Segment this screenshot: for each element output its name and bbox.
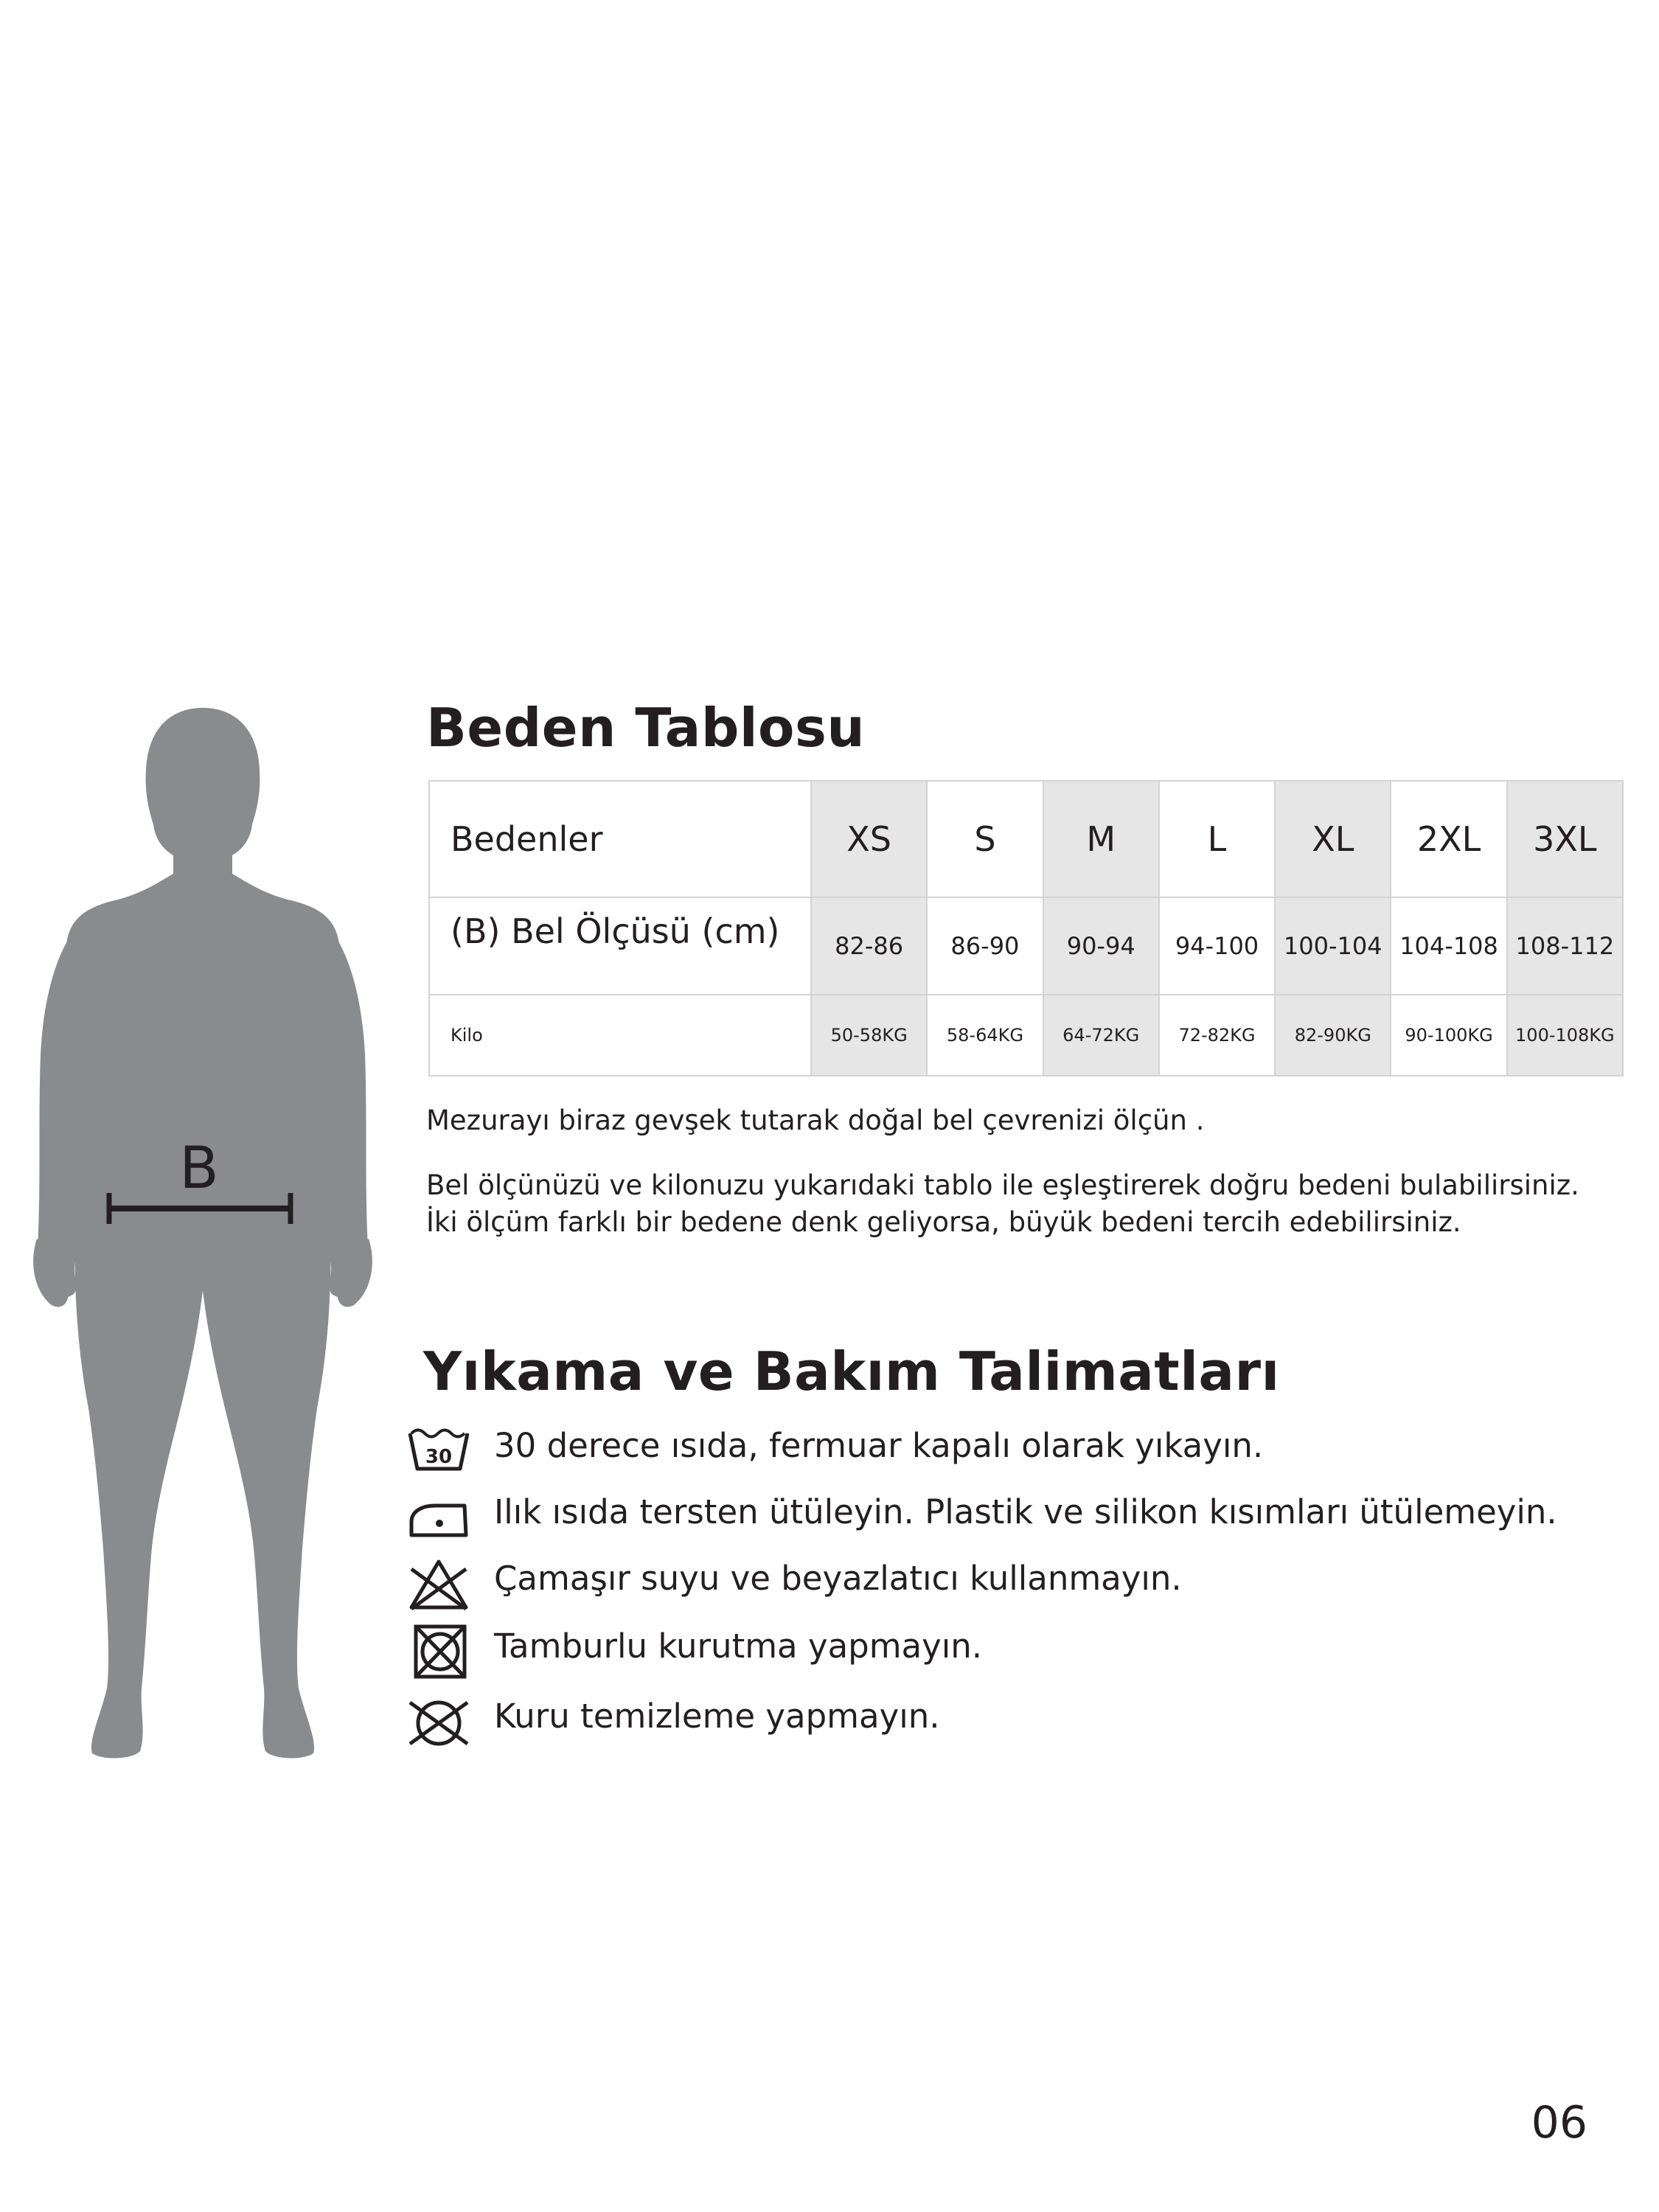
waist-cell: 104-108 (1391, 897, 1506, 995)
size-header-cell: 2XL (1391, 781, 1506, 897)
measure-instruction: Mezurayı biraz gevşek tutarak doğal bel çevrenizi ölçün . (426, 1105, 1205, 1136)
size-preference-note: İki ölçüm farklı bir bedene denk geliyorsa, büyük bedeni tercih edebilirsiniz. (426, 1206, 1461, 1238)
waist-measure-label: B (179, 1135, 219, 1202)
waist-cell: 100-104 (1275, 897, 1391, 995)
size-header-cell: M (1043, 781, 1159, 897)
care-text: 30 derece ısıda, fermuar kapalı olarak yıkayın. (494, 1426, 1264, 1465)
wash-30-icon (406, 1423, 472, 1482)
size-header-row (429, 781, 1623, 897)
size-header-cell: L (1159, 781, 1275, 897)
size-header-cell: XL (1275, 781, 1391, 897)
no-dry-clean-icon (406, 1694, 472, 1753)
waist-row-label: (B) Bel Ölçüsü (cm) (429, 897, 811, 995)
care-text: Tamburlu kurutma yapmayın. (494, 1627, 983, 1666)
body-shape (33, 708, 372, 1758)
body-silhouette (29, 700, 376, 1762)
weight-cell: 64-72KG (1043, 995, 1159, 1076)
waist-cell: 108-112 (1507, 897, 1623, 995)
wash-temperature: 30 (425, 1446, 453, 1468)
weight-cell: 58-64KG (927, 995, 1043, 1076)
size-matching-note: Bel ölçünüzü ve kilonuzu yukarıdaki tablo ile eşleştirerek doğru bedeni bulabilirsiniz. (426, 1169, 1579, 1201)
care-item-tumble (406, 1624, 1585, 1683)
waist-cell: 82-86 (811, 897, 927, 995)
size-header-cell: 3XL (1507, 781, 1623, 897)
weight-cell: 50-58KG (811, 995, 927, 1076)
waist-row (429, 897, 1623, 995)
weight-row (429, 995, 1623, 1076)
care-item-wash (406, 1423, 1585, 1482)
weight-cell: 82-90KG (1275, 995, 1391, 1076)
size-table (428, 780, 1624, 1077)
size-header-label: Bedenler (429, 781, 811, 897)
size-header-cell: XS (811, 781, 927, 897)
weight-cell: 100-108KG (1507, 995, 1623, 1076)
size-header-cell: S (927, 781, 1043, 897)
weight-row-label: Kilo (429, 995, 811, 1076)
page-number: 06 (1531, 2097, 1587, 2149)
care-text: Ilık ısıda tersten ütüleyin. Plastik ve silikon kısımları ütülemeyin. (494, 1492, 1557, 1531)
weight-cell: 72-82KG (1159, 995, 1275, 1076)
no-tumble-dry-icon (406, 1624, 472, 1683)
size-chart-title: Beden Tablosu (426, 697, 866, 759)
waist-cell: 94-100 (1159, 897, 1275, 995)
care-text: Çamaşır suyu ve beyazlatıcı kullanmayın. (494, 1559, 1182, 1598)
no-bleach-icon (406, 1556, 472, 1615)
care-item-bleach (406, 1556, 1585, 1615)
care-title: Yıkama ve Bakım Talimatları (423, 1340, 1280, 1402)
care-item-iron (406, 1489, 1585, 1548)
weight-cell: 90-100KG (1391, 995, 1506, 1076)
waist-cell: 90-94 (1043, 897, 1159, 995)
care-item-dryclean (406, 1694, 1585, 1753)
iron-low-icon (406, 1489, 472, 1548)
body-silhouette-svg (29, 700, 376, 1762)
care-text: Kuru temizleme yapmayın. (494, 1697, 940, 1736)
waist-cell: 86-90 (927, 897, 1043, 995)
